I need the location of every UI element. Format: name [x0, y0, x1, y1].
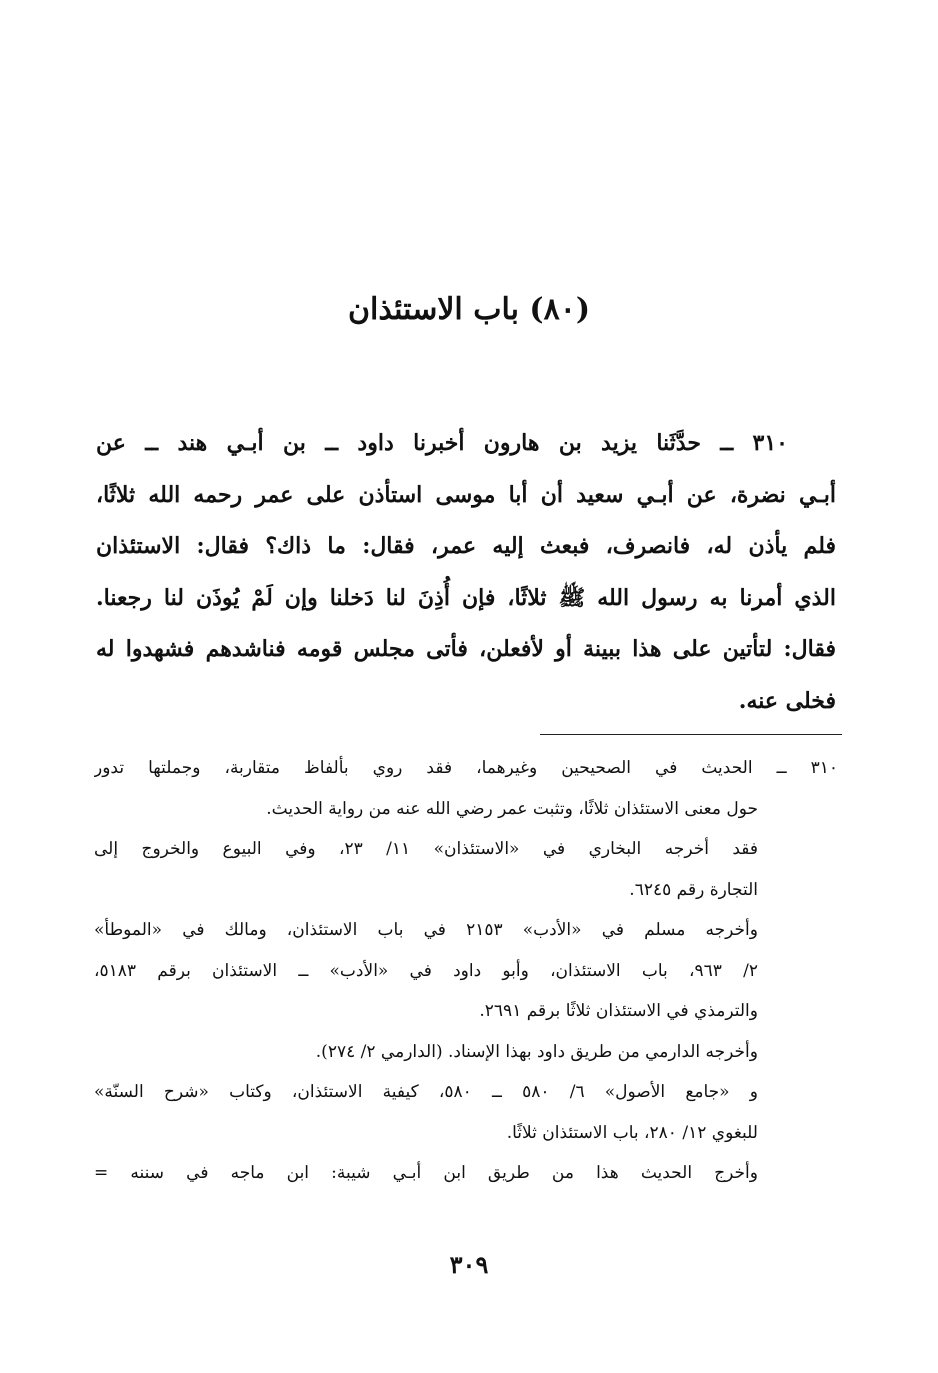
chapter-title: (٨٠) باب الاستئذان — [347, 292, 591, 327]
hadith-line: الذي أمرنا به رسول الله ﷺ ثلاثًا، فإن أُذِنَ لنا دَخلنا وإن لَمْ يُوذَن لنا رجعنا. — [96, 584, 836, 611]
footnote-line: فقد أخرجه البخاري في «الاستئذان» ١١/ ٢٣، وفي البيوع والخروج إلى — [94, 839, 758, 859]
footnote-line: و «جامع الأصول» ٦/ ٥٨٠ ــ ٥٨٠، كيفية الاستئذان، وكتاب «شرح السنّة» — [94, 1082, 758, 1102]
footnote-line: والترمذي في الاستئذان ثلاثًا برقم ٢٦٩١. — [479, 1001, 758, 1021]
hadith-line: أبـي نضرة، عن أبـي سعيد أن أبا موسى استأذن على عمر رحمه الله ثلاثًا، — [96, 481, 836, 508]
footnote-line: وأخرج الحديث هذا من طريق ابن أبـي شيبة: ابن ماجه في سننه = — [94, 1163, 758, 1183]
hadith-line: فخلى عنه. — [738, 687, 836, 714]
hadith-line: فلم يأذن له، فانصرف، فبعث إليه عمر، فقال: ما ذاك؟ فقال: الاستئذان — [96, 533, 836, 559]
footnote-line: وأخرجه الدارمي من طريق داود بهذا الإسناد. (الدارمي ٢/ ٢٧٤). — [315, 1041, 758, 1062]
footnote-line: حول معنى الاستئذان ثلاثًا، وتثبت عمر رضي الله عنه من رواية الحديث. — [266, 798, 758, 819]
footnote-divider — [540, 734, 842, 735]
page-number: ٣٠٩ — [449, 1250, 489, 1279]
footnotes — [94, 748, 838, 1194]
footnote-line: ٣١٠ ــ الحديث في الصحيحين وغيرهما، فقد روي بألفاظ متقاربة، وجملتها تدور — [94, 758, 838, 778]
footnote-line: للبغوي ١٢/ ٢٨٠، باب الاستئذان ثلاثًا. — [506, 1122, 758, 1143]
footnote-line: وأخرجه مسلم في «الأدب» ٢١٥٣ في باب الاستئذان، ومالك في «الموطأ» — [94, 920, 758, 940]
hadith-text — [96, 418, 836, 727]
footnote-line: ٢/ ٩٦٣، باب الاستئذان، وأبو داود في «الأدب» ــ الاستئذان برقم ٥١٨٣، — [94, 960, 758, 981]
hadith-line: فقال: لتأتين على هذا ببينة أو لأفعلن، فأتى مجلس قومه فناشدهم فشهدوا له — [96, 636, 836, 662]
hadith-line: ٣١٠ ــ حدَّثَنا يزيد بن هارون أخبرنا داود ــ بن أبـي هند ــ عن — [96, 430, 788, 456]
footnote-line: التجارة رقم ٦٢٤٥. — [629, 879, 758, 900]
